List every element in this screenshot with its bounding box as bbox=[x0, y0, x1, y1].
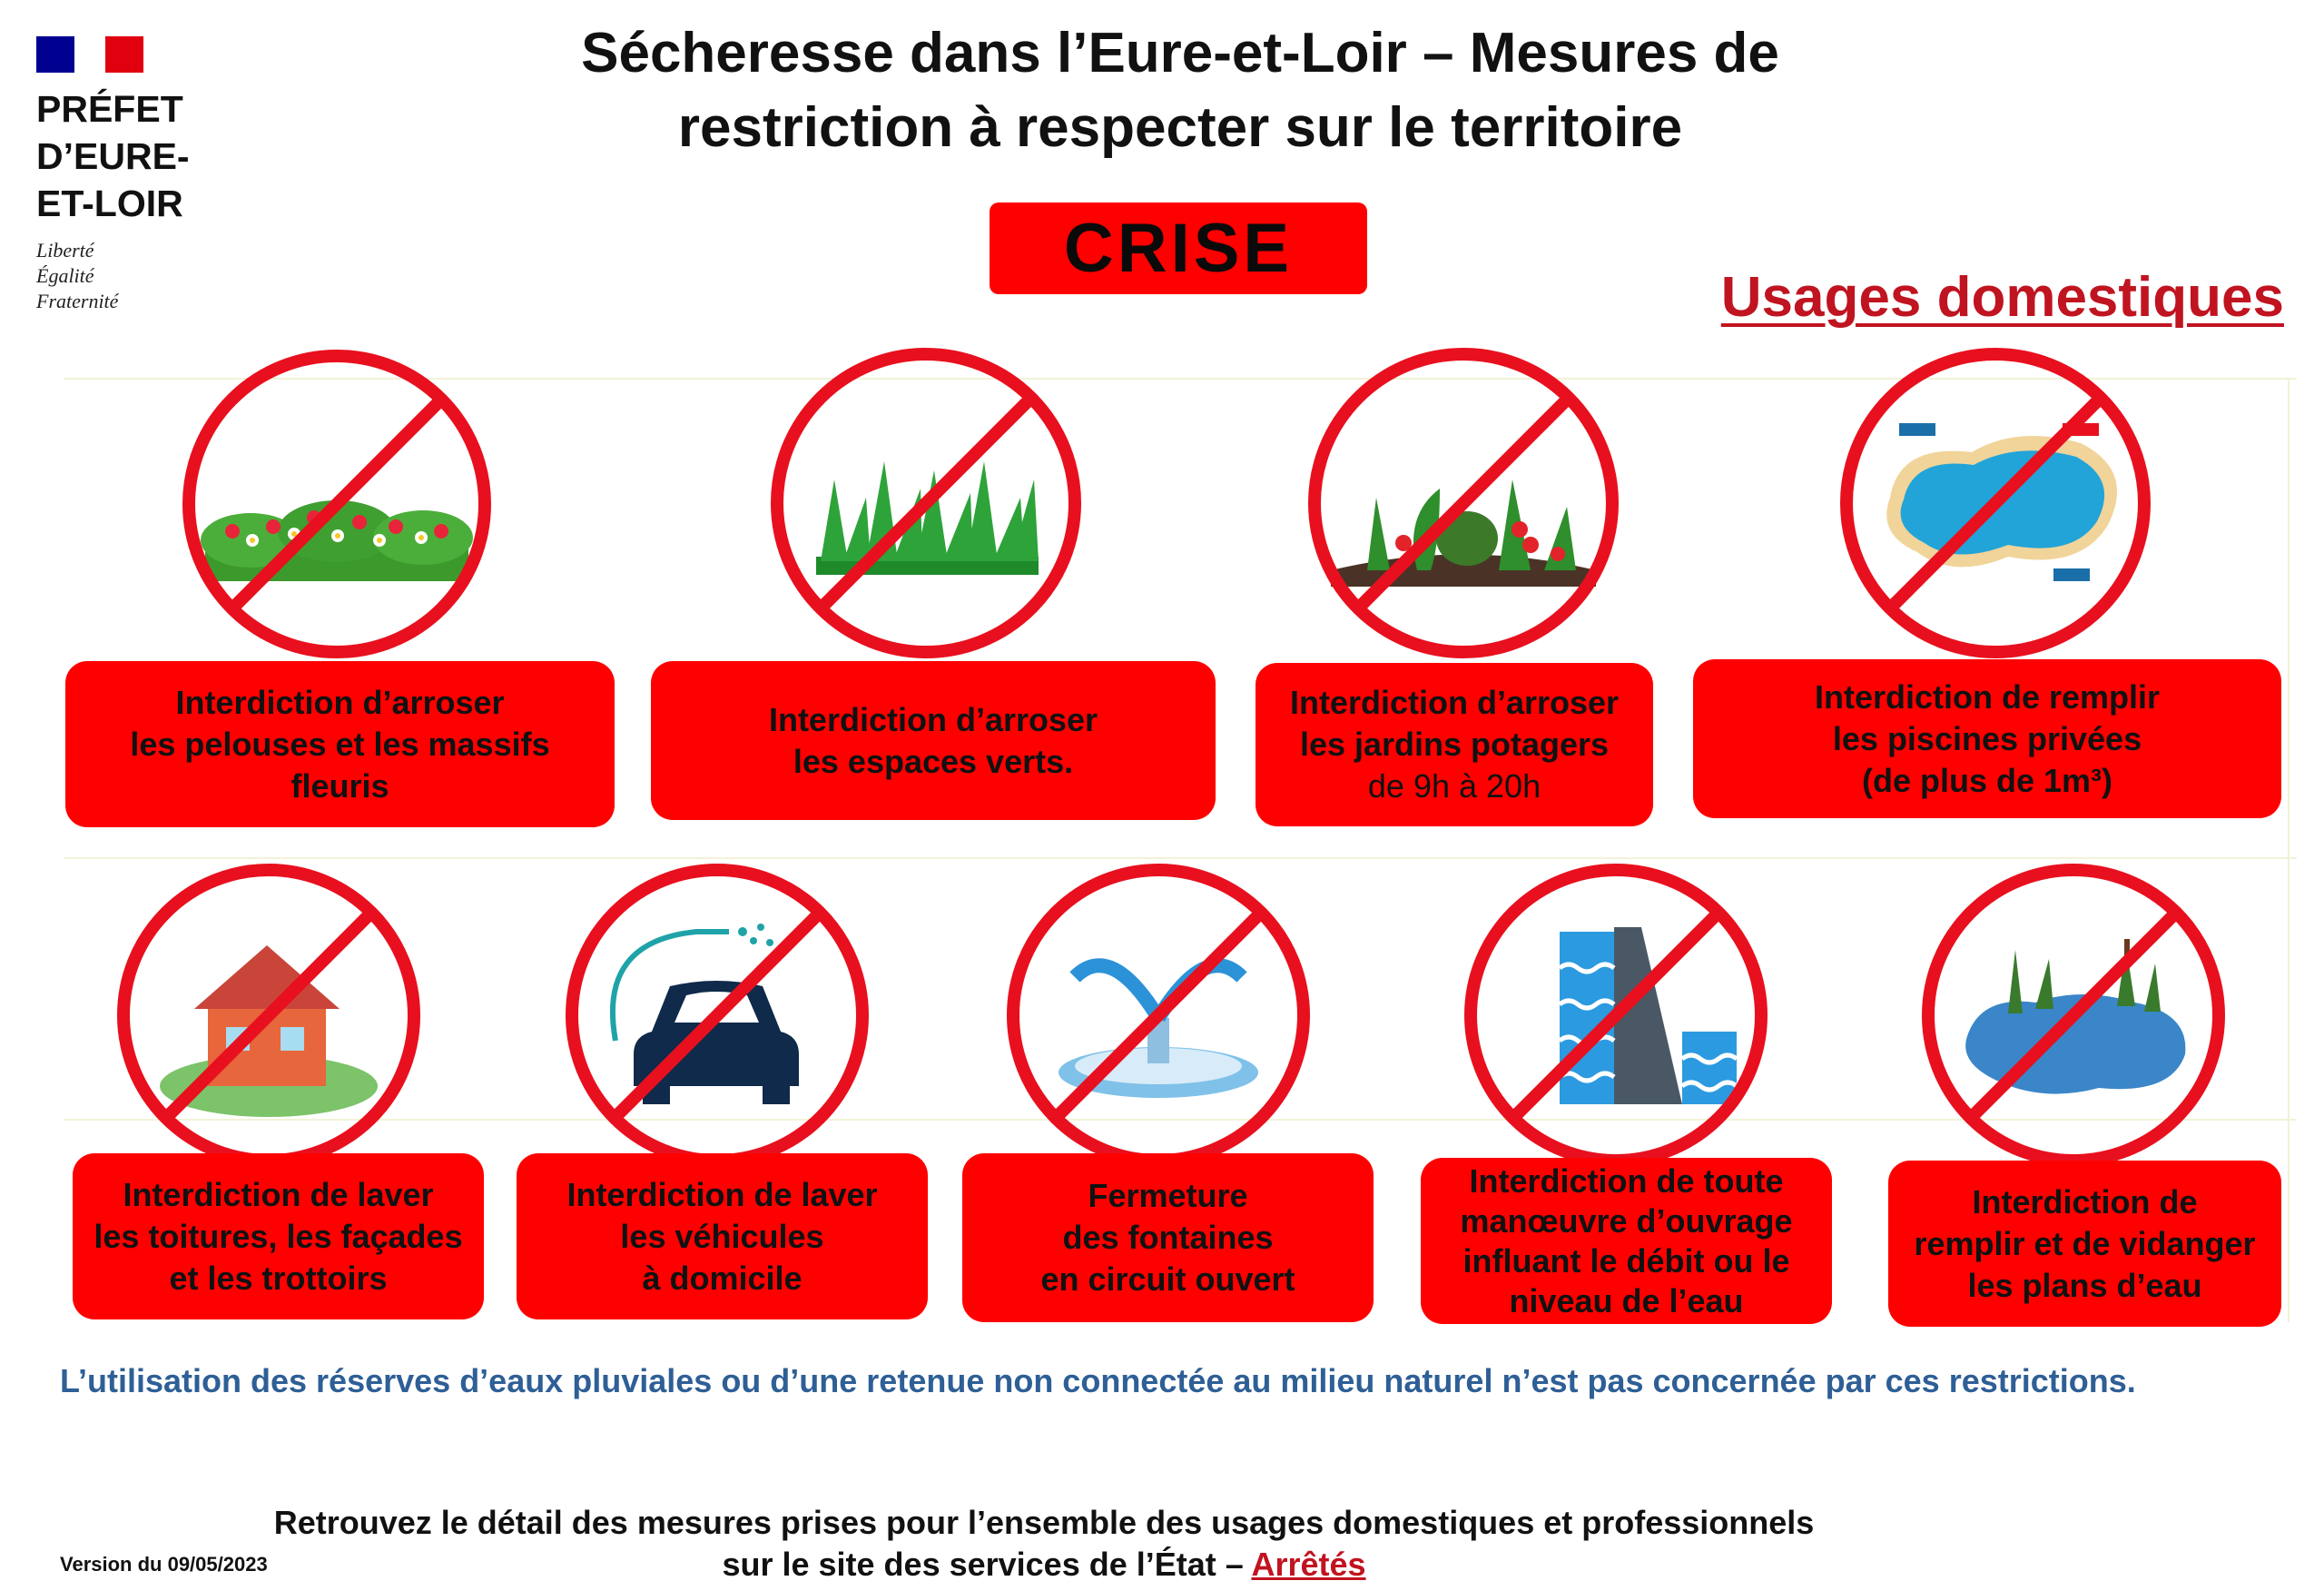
measure-line: les espaces verts. bbox=[793, 742, 1074, 780]
measure-line: Interdiction de toute bbox=[1469, 1161, 1784, 1200]
measure-line: à domicile bbox=[642, 1259, 803, 1297]
measure-box bbox=[651, 661, 1216, 820]
footer-line-prefix: sur le site des services de l’État – bbox=[722, 1546, 1252, 1581]
rainwater-note: L’utilisation des réserves d’eaux pluviales ou d’une retenue non connectée au milieu naturel n’est pas concernée par ces restrictions. bbox=[60, 1362, 2136, 1399]
arretes-link[interactable]: Arrêtés bbox=[1251, 1546, 1366, 1581]
measure-line: Fermeture bbox=[1088, 1177, 1248, 1214]
prefecture-name bbox=[36, 85, 254, 227]
measure-line: Interdiction d’arroser bbox=[1289, 684, 1620, 721]
measure-line: Interdiction de laver bbox=[566, 1175, 878, 1213]
pond-icon bbox=[1917, 859, 2230, 1171]
measure-box bbox=[962, 1153, 1374, 1322]
pool-icon bbox=[1836, 343, 2155, 663]
measure-line: remplir et de vidanger bbox=[1914, 1224, 2256, 1262]
republic-motto bbox=[36, 238, 254, 314]
car-wash-icon bbox=[561, 859, 873, 1171]
footer-line: Retrouvez le détail des mesures prises pour l’ensemble des usages domestiques et professionnels bbox=[273, 1504, 1815, 1541]
footer-info bbox=[272, 1502, 1816, 1581]
measure-line: manœuvre d’ouvrage bbox=[1460, 1201, 1793, 1240]
measure-line: des fontaines bbox=[1062, 1219, 1274, 1256]
measure-line: (de plus de 1m³) bbox=[1861, 761, 2113, 799]
measure-line: les toitures, les façades bbox=[94, 1217, 463, 1255]
grid-divider bbox=[2288, 378, 2290, 1322]
vegetable-garden-icon bbox=[1304, 343, 1623, 663]
measure-line: et les trottoirs bbox=[169, 1259, 388, 1297]
prefecture-name-line: ET-LOIR bbox=[36, 183, 183, 224]
measure-box bbox=[1421, 1158, 1832, 1324]
measure-line: Interdiction d’arroser bbox=[175, 683, 505, 721]
measure-line: Interdiction de bbox=[1972, 1182, 2198, 1220]
grass-icon bbox=[766, 343, 1086, 663]
flowers-icon bbox=[178, 345, 496, 663]
measure-line: les véhicules bbox=[620, 1217, 824, 1255]
page-title-line: restriction à respecter sur le territoire bbox=[677, 96, 1683, 159]
measure-box bbox=[1693, 659, 2281, 818]
prefecture-logo bbox=[36, 36, 254, 314]
dam-icon bbox=[1460, 859, 1772, 1171]
footer-line bbox=[272, 1544, 1816, 1581]
version-date: Version du 09/05/2023 bbox=[60, 1553, 268, 1576]
crisis-level-badge: CRISE bbox=[990, 203, 1367, 294]
measure-box bbox=[1888, 1161, 2281, 1327]
measure-line: les jardins potagers bbox=[1299, 726, 1610, 763]
measure-time-range: de 9h à 20h bbox=[1367, 767, 1541, 805]
measure-line: influant le débit ou le bbox=[1462, 1241, 1790, 1280]
measure-box bbox=[1256, 663, 1653, 826]
measure-line: en circuit ouvert bbox=[1040, 1260, 1295, 1298]
motto-line: Égalité bbox=[36, 264, 94, 287]
fountain-icon bbox=[1002, 859, 1315, 1171]
measure-line: les pelouses et les massifs bbox=[130, 725, 550, 763]
measure-line: Interdiction de laver bbox=[123, 1175, 434, 1213]
house-icon bbox=[113, 859, 425, 1171]
measure-line: niveau de l’eau bbox=[1509, 1281, 1744, 1319]
marianne-flag-icon bbox=[36, 36, 143, 73]
motto-line: Fraternité bbox=[36, 290, 119, 312]
motto-line: Liberté bbox=[36, 239, 94, 262]
measure-line: les plans d’eau bbox=[1967, 1266, 2202, 1304]
prefecture-name-line: D’EURE- bbox=[36, 135, 190, 177]
measure-box bbox=[517, 1153, 928, 1319]
measure-line: les piscines privées bbox=[1832, 719, 2142, 757]
measure-line: fleuris bbox=[290, 766, 389, 805]
prefecture-name-line: PRÉFET bbox=[36, 88, 183, 130]
page-title bbox=[472, 16, 1888, 165]
page-title-line: Sécheresse dans l’Eure-et-Loir – Mesures de bbox=[581, 22, 1779, 84]
measure-line: Interdiction de remplir bbox=[1814, 677, 2161, 716]
section-title: Usages domestiques bbox=[1720, 266, 2284, 329]
measure-line: Interdiction d’arroser bbox=[768, 700, 1098, 738]
measure-box bbox=[73, 1153, 484, 1319]
measure-box bbox=[65, 661, 615, 827]
